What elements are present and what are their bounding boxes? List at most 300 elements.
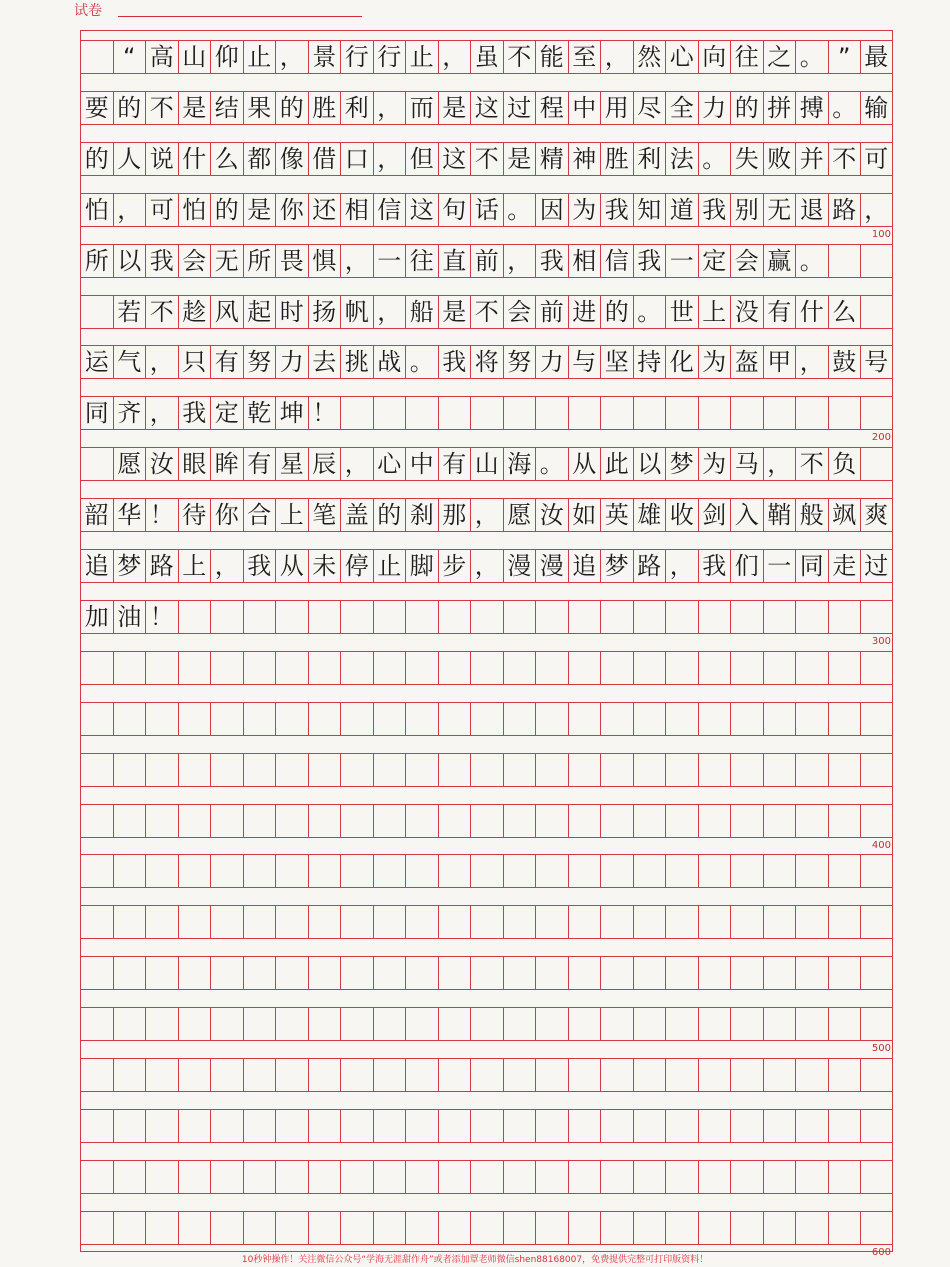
grid-cell [763, 1160, 796, 1194]
grid-cell [568, 1109, 601, 1143]
grid-cell [795, 854, 828, 888]
grid-cell [795, 1007, 828, 1041]
grid-cell: 还 [308, 193, 341, 227]
grid-cell [145, 854, 178, 888]
grid-cell: 因 [535, 193, 568, 227]
grid-cell [860, 1058, 893, 1092]
grid-cell [698, 1058, 731, 1092]
grid-cell [308, 804, 341, 838]
grid-cell [373, 905, 406, 939]
grid-cell: 扬 [308, 295, 341, 329]
grid-cell: 惧 [308, 244, 341, 278]
grid-cell: 是 [438, 91, 471, 125]
grid-cell: 英 [600, 498, 633, 532]
grid-cell [243, 905, 276, 939]
grid-cell: 胜 [600, 142, 633, 176]
grid-cell [568, 1007, 601, 1041]
grid-cell [405, 1007, 438, 1041]
grid-row [80, 142, 893, 176]
grid-cell [113, 804, 146, 838]
grid-cell: 。 [535, 447, 568, 481]
grid-cell: 止 [405, 40, 438, 74]
grid-cell [730, 1160, 763, 1194]
grid-cell [795, 1109, 828, 1143]
grid-cell: 与 [568, 345, 601, 379]
grid-cell [633, 1058, 666, 1092]
grid-cell: 有 [243, 447, 276, 481]
grid-cell [698, 753, 731, 787]
grid-cell: 这 [405, 193, 438, 227]
grid-cell [763, 753, 796, 787]
grid-cell: 赢 [763, 244, 796, 278]
grid-cell [80, 753, 113, 787]
grid-cell: 借 [308, 142, 341, 176]
grid-cell [795, 600, 828, 634]
grid-cell: 去 [308, 345, 341, 379]
grid-cell [373, 854, 406, 888]
grid-cell: 人 [113, 142, 146, 176]
grid-cell [665, 753, 698, 787]
grid-cell: 。 [405, 345, 438, 379]
grid-cell: 前 [470, 244, 503, 278]
grid-cell: 是 [503, 142, 536, 176]
grid-row [80, 1058, 893, 1092]
grid-cell [178, 753, 211, 787]
grid-cell: 的 [210, 193, 243, 227]
grid-cell [763, 804, 796, 838]
grid-cell [860, 244, 893, 278]
grid-cell: 帆 [340, 295, 373, 329]
grid-cell [275, 804, 308, 838]
grid-cell [308, 1211, 341, 1245]
grid-cell: 止 [243, 40, 276, 74]
grid-cell: 不 [503, 40, 536, 74]
grid-cell: ！ [308, 396, 341, 430]
grid-cell [145, 1109, 178, 1143]
grid-cell: 无 [763, 193, 796, 227]
grid-cell [828, 244, 861, 278]
footer-notice: 10秒钟操作！关注微信公众号“学海无涯甜作舟”或者添加覃老师微信shen88168007，免费提供完整可打印版资料！ [241, 1255, 709, 1265]
grid-cell [275, 600, 308, 634]
grid-cell [178, 1058, 211, 1092]
grid-cell [80, 1211, 113, 1245]
grid-cell [698, 651, 731, 685]
grid-cell [145, 905, 178, 939]
grid-cell [308, 702, 341, 736]
grid-cell [373, 1007, 406, 1041]
grid-cell [730, 1007, 763, 1041]
grid-row [80, 1211, 893, 1245]
grid-cell [568, 600, 601, 634]
grid-cell: 么 [828, 295, 861, 329]
grid-cell [210, 1058, 243, 1092]
grid-cell [568, 702, 601, 736]
grid-cell: 我 [698, 193, 731, 227]
grid-cell: 你 [275, 193, 308, 227]
grid-cell: 雄 [633, 498, 666, 532]
grid-cell: 追 [568, 549, 601, 583]
grid-cell [665, 1007, 698, 1041]
grid-cell: 盖 [340, 498, 373, 532]
grid-cell [763, 396, 796, 430]
grid-cell: 定 [698, 244, 731, 278]
grid-cell: 梦 [113, 549, 146, 583]
grid-cell: 停 [340, 549, 373, 583]
grid-cell: 山 [178, 40, 211, 74]
grid-cell: 利 [340, 91, 373, 125]
grid-cell [373, 1109, 406, 1143]
grid-row [80, 702, 893, 736]
grid-cell: 都 [243, 142, 276, 176]
grid-cell [470, 1211, 503, 1245]
grid-cell: 么 [210, 142, 243, 176]
grid-cell [340, 600, 373, 634]
grid-cell: 上 [178, 549, 211, 583]
grid-cell [405, 396, 438, 430]
grid-cell: 信 [373, 193, 406, 227]
grid-cell [503, 753, 536, 787]
grid-cell [373, 600, 406, 634]
grid-cell: 我 [633, 244, 666, 278]
grid-cell: 时 [275, 295, 308, 329]
grid-cell: 趁 [178, 295, 211, 329]
grid-cell: 刹 [405, 498, 438, 532]
grid-row [80, 1109, 893, 1143]
grid-cell: 有 [210, 345, 243, 379]
grid-cell [763, 1058, 796, 1092]
grid-cell: 将 [470, 345, 503, 379]
grid-cell [405, 753, 438, 787]
grid-cell: 道 [665, 193, 698, 227]
grid-cell [568, 753, 601, 787]
grid-cell [340, 1211, 373, 1245]
grid-cell [308, 905, 341, 939]
grid-cell [568, 651, 601, 685]
grid-cell: 们 [730, 549, 763, 583]
grid-cell: 没 [730, 295, 763, 329]
grid-row [80, 600, 893, 634]
grid-cell: 怕 [80, 193, 113, 227]
grid-cell: 汝 [145, 447, 178, 481]
grid-cell [178, 1211, 211, 1245]
grid-cell [828, 1160, 861, 1194]
grid-cell: 我 [243, 549, 276, 583]
grid-cell [405, 1211, 438, 1245]
grid-cell: 神 [568, 142, 601, 176]
grid-cell [470, 956, 503, 990]
grid-cell [860, 1211, 893, 1245]
grid-cell [568, 1160, 601, 1194]
grid-cell: 但 [405, 142, 438, 176]
grid-cell [730, 854, 763, 888]
grid-cell [568, 1211, 601, 1245]
grid-cell [828, 396, 861, 430]
grid-cell [828, 600, 861, 634]
grid-cell: 。 [503, 193, 536, 227]
word-count-marker: 100 [871, 228, 891, 240]
grid-row [80, 753, 893, 787]
grid-cell: 进 [568, 295, 601, 329]
grid-cell [535, 905, 568, 939]
grid-cell: 无 [210, 244, 243, 278]
grid-cell [340, 956, 373, 990]
grid-row [80, 447, 893, 481]
grid-cell [795, 1160, 828, 1194]
grid-cell [210, 804, 243, 838]
grid-cell: ” [828, 40, 861, 74]
grid-cell: 不 [470, 142, 503, 176]
grid-cell: ， [470, 549, 503, 583]
grid-cell [698, 956, 731, 990]
grid-cell [275, 753, 308, 787]
grid-cell [860, 702, 893, 736]
grid-cell: 什 [795, 295, 828, 329]
grid-cell [80, 447, 113, 481]
paper-header-label: 试卷 [74, 3, 102, 19]
grid-cell: 从 [568, 447, 601, 481]
grid-cell: 句 [438, 193, 471, 227]
composition-grid [80, 30, 893, 1258]
grid-cell [308, 1160, 341, 1194]
grid-cell: 化 [665, 345, 698, 379]
grid-cell [178, 905, 211, 939]
grid-cell [633, 753, 666, 787]
grid-cell [600, 1109, 633, 1143]
grid-cell: 追 [80, 549, 113, 583]
grid-cell: 别 [730, 193, 763, 227]
grid-cell: 这 [470, 91, 503, 125]
grid-cell [535, 1058, 568, 1092]
grid-cell [503, 1058, 536, 1092]
grid-cell: 海 [503, 447, 536, 481]
grid-cell [340, 651, 373, 685]
grid-cell: ， [795, 345, 828, 379]
grid-cell [275, 1007, 308, 1041]
grid-cell: 前 [535, 295, 568, 329]
grid-cell: 的 [80, 142, 113, 176]
grid-cell [340, 1007, 373, 1041]
grid-cell [600, 600, 633, 634]
grid-cell: 风 [210, 295, 243, 329]
grid-cell [210, 600, 243, 634]
grid-cell: 说 [145, 142, 178, 176]
grid-cell [698, 905, 731, 939]
grid-cell [568, 854, 601, 888]
grid-cell [665, 600, 698, 634]
grid-cell: 星 [275, 447, 308, 481]
grid-cell [633, 1211, 666, 1245]
grid-cell [178, 1160, 211, 1194]
grid-cell [145, 753, 178, 787]
grid-cell [600, 804, 633, 838]
grid-cell: 输 [860, 91, 893, 125]
grid-row [80, 549, 893, 583]
grid-cell: 努 [243, 345, 276, 379]
grid-cell: 有 [763, 295, 796, 329]
grid-cell [80, 702, 113, 736]
grid-cell [308, 600, 341, 634]
grid-cell [535, 600, 568, 634]
grid-cell: 至 [568, 40, 601, 74]
grid-cell [665, 651, 698, 685]
grid-cell [730, 396, 763, 430]
grid-cell [795, 702, 828, 736]
grid-cell: 坤 [275, 396, 308, 430]
grid-cell [438, 1211, 471, 1245]
grid-cell: 上 [275, 498, 308, 532]
grid-cell: 起 [243, 295, 276, 329]
grid-cell: 止 [373, 549, 406, 583]
grid-cell [243, 1211, 276, 1245]
grid-cell: 马 [730, 447, 763, 481]
grid-cell: ， [340, 447, 373, 481]
grid-cell [438, 956, 471, 990]
grid-cell: ！ [145, 498, 178, 532]
grid-cell [113, 1058, 146, 1092]
grid-cell [178, 854, 211, 888]
grid-cell: 心 [373, 447, 406, 481]
grid-cell: 入 [730, 498, 763, 532]
grid-cell: 我 [145, 244, 178, 278]
word-count-marker: 400 [871, 839, 891, 851]
grid-cell [763, 1109, 796, 1143]
grid-cell [80, 905, 113, 939]
grid-cell [503, 1109, 536, 1143]
grid-cell [113, 1211, 146, 1245]
grid-cell: 山 [470, 447, 503, 481]
grid-cell: 汝 [535, 498, 568, 532]
grid-cell: 坚 [600, 345, 633, 379]
grid-cell: 是 [243, 193, 276, 227]
grid-cell [568, 1058, 601, 1092]
grid-cell [438, 753, 471, 787]
grid-cell [665, 1109, 698, 1143]
grid-cell [860, 905, 893, 939]
grid-cell: 笔 [308, 498, 341, 532]
grid-cell [828, 651, 861, 685]
grid-cell: 最 [860, 40, 893, 74]
grid-cell [308, 1058, 341, 1092]
grid-cell: 若 [113, 295, 146, 329]
grid-cell [113, 905, 146, 939]
grid-cell [828, 1058, 861, 1092]
grid-cell: ， [145, 396, 178, 430]
grid-cell [763, 702, 796, 736]
grid-cell: 相 [568, 244, 601, 278]
grid-cell: 直 [438, 244, 471, 278]
grid-cell [308, 753, 341, 787]
grid-cell [243, 1109, 276, 1143]
grid-cell [633, 905, 666, 939]
grid-row [80, 498, 893, 532]
grid-cell [438, 1109, 471, 1143]
grid-cell: 努 [503, 345, 536, 379]
grid-cell [438, 651, 471, 685]
grid-cell [600, 753, 633, 787]
grid-cell [665, 854, 698, 888]
grid-cell: 愿 [113, 447, 146, 481]
grid-cell: 。 [795, 244, 828, 278]
grid-cell: 合 [243, 498, 276, 532]
grid-cell: 为 [698, 345, 731, 379]
grid-cell: 不 [795, 447, 828, 481]
grid-cell: 是 [438, 295, 471, 329]
grid-cell: 华 [113, 498, 146, 532]
grid-cell: 辰 [308, 447, 341, 481]
grid-cell: “ [113, 40, 146, 74]
grid-cell [470, 753, 503, 787]
grid-cell: 走 [828, 549, 861, 583]
grid-cell [535, 702, 568, 736]
grid-cell: ， [470, 498, 503, 532]
grid-cell: 向 [698, 40, 731, 74]
grid-cell [340, 804, 373, 838]
grid-cell: 精 [535, 142, 568, 176]
grid-cell: 上 [698, 295, 731, 329]
grid-cell: 为 [698, 447, 731, 481]
grid-cell: 所 [80, 244, 113, 278]
grid-cell [210, 702, 243, 736]
grid-cell [633, 1160, 666, 1194]
grid-cell [178, 1007, 211, 1041]
grid-cell: 然 [633, 40, 666, 74]
grid-cell [275, 1058, 308, 1092]
grid-cell [178, 956, 211, 990]
grid-cell [113, 1160, 146, 1194]
word-count-marker: 300 [871, 635, 891, 647]
grid-cell: 我 [438, 345, 471, 379]
grid-cell [633, 651, 666, 685]
grid-row [80, 956, 893, 990]
grid-cell: 会 [503, 295, 536, 329]
grid-cell [730, 1211, 763, 1245]
grid-cell: 力 [535, 345, 568, 379]
grid-cell [633, 1007, 666, 1041]
grid-cell: 过 [860, 549, 893, 583]
grid-cell [340, 396, 373, 430]
grid-cell [470, 1007, 503, 1041]
grid-cell: ， [113, 193, 146, 227]
grid-cell: ， [210, 549, 243, 583]
grid-cell: 仰 [210, 40, 243, 74]
grid-cell: ！ [145, 600, 178, 634]
grid-cell: 鼓 [828, 345, 861, 379]
grid-cell [795, 905, 828, 939]
grid-cell [503, 396, 536, 430]
grid-cell [795, 651, 828, 685]
grid-cell [80, 854, 113, 888]
grid-cell [80, 1109, 113, 1143]
grid-cell [860, 956, 893, 990]
grid-cell: 会 [730, 244, 763, 278]
grid-cell [340, 1109, 373, 1143]
grid-cell: ， [600, 40, 633, 74]
grid-cell: 可 [145, 193, 178, 227]
grid-cell: 一 [373, 244, 406, 278]
grid-cell [795, 1211, 828, 1245]
grid-cell [210, 753, 243, 787]
grid-cell: 。 [698, 142, 731, 176]
grid-cell: 漫 [535, 549, 568, 583]
grid-cell [860, 396, 893, 430]
grid-cell [503, 1211, 536, 1245]
grid-cell [178, 1109, 211, 1143]
grid-cell: 剑 [698, 498, 731, 532]
grid-cell [600, 396, 633, 430]
grid-cell: 以 [633, 447, 666, 481]
grid-cell [665, 1211, 698, 1245]
grid-cell [275, 905, 308, 939]
